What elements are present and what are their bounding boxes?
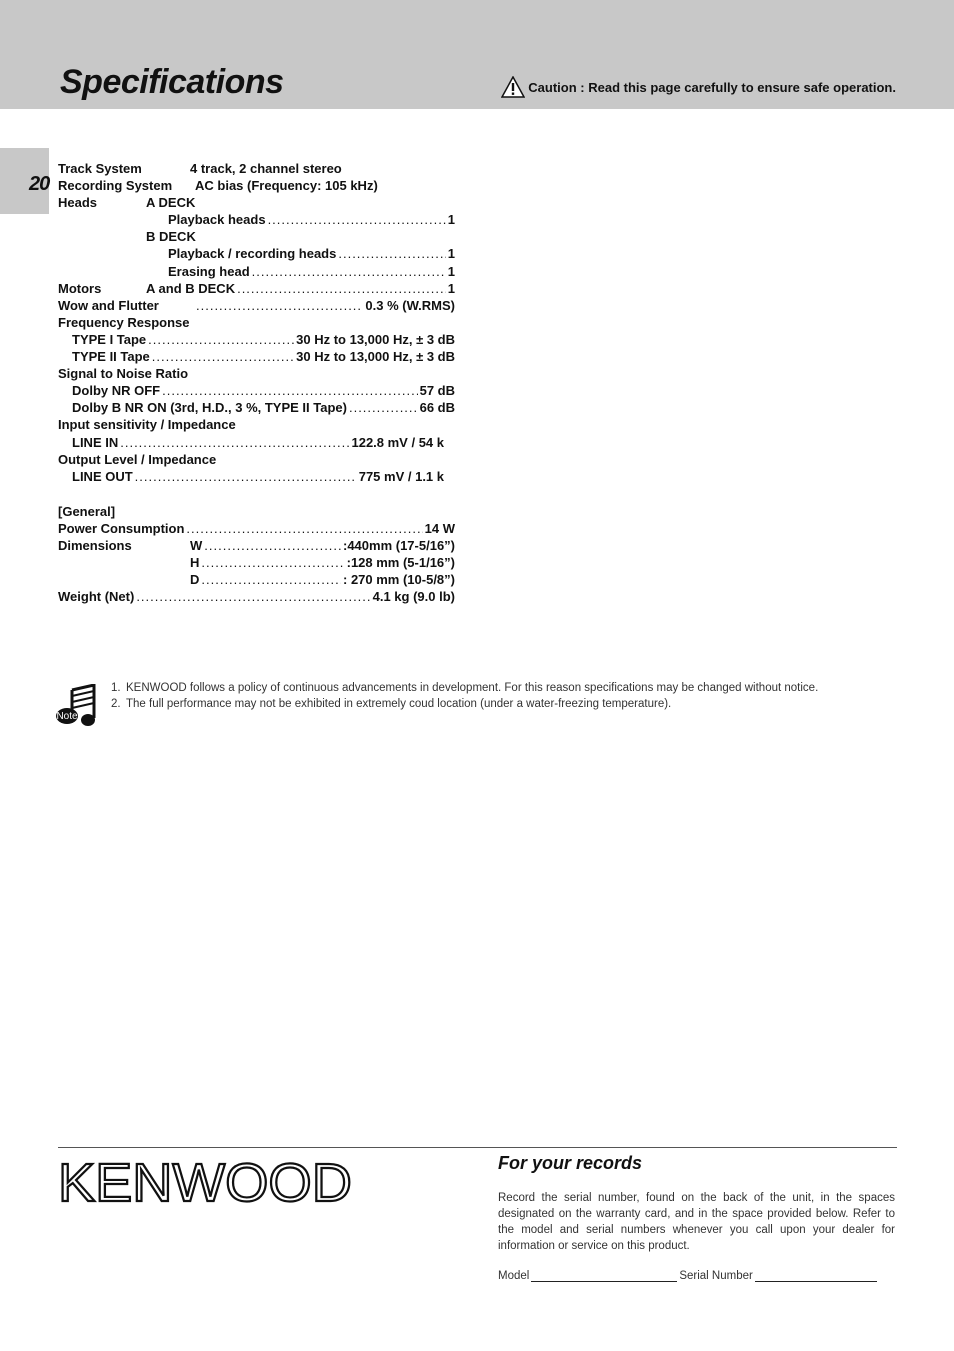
spec-line-in: LINE IN ..... 122.8 mV / 54 k (58, 434, 455, 451)
note-item: 2. The full performance may not be exhibited in extremely coud location (under a water-freezing temperature). (111, 698, 672, 710)
model-field[interactable] (531, 1269, 677, 1282)
spec-motors: Motors A and B DECK ..... 1 (58, 280, 455, 297)
footer-divider (58, 1147, 897, 1148)
specifications-list (58, 160, 455, 605)
spec-track-system: Track System 4 track, 2 channel stereo (58, 161, 342, 176)
spec-recording-system: Recording System AC bias (Frequency: 105 kHz) (58, 178, 378, 194)
spec-wow-flutter: Wow and Flutter ..... 0.3 % (W.RMS) (58, 297, 455, 314)
note-icon (56, 684, 98, 728)
record-fields (498, 1269, 895, 1282)
kenwood-logo (58, 1155, 354, 1207)
spec-snr: Signal to Noise Ratio (58, 366, 189, 382)
caution-text: Caution : Read this page carefully to ensure safe operation. (528, 79, 896, 95)
page-number: 20 (29, 173, 50, 195)
spec-dolby-on: Dolby B NR ON (3rd, H.D., 3 %, TYPE II Tape) ..... 66 dB (58, 399, 455, 416)
spec-type1-tape: TYPE I Tape ..... 30 Hz to 13,000 Hz, ± 3 dB (58, 331, 455, 348)
spec-dolby-off: Dolby NR OFF ..... 57 dB (58, 382, 455, 399)
spec-power: Power Consumption ..... 14 W (58, 520, 455, 537)
note-item: 1. KENWOOD follows a policy of continuous advancements in development. For this reason specifications may be changed without notice. (111, 682, 819, 694)
spec-b-deck: B DECK (146, 229, 196, 245)
spec-b-playback-heads: Playback / recording heads ..... 1 (58, 245, 455, 262)
model-label: Model (498, 1270, 530, 1282)
note-list (111, 680, 951, 712)
spec-heads: Heads A DECK (58, 195, 196, 211)
caution-notice (501, 76, 896, 98)
page-title: Specifications (60, 63, 284, 101)
spec-weight: Weight (Net) ..... 4.1 kg (9.0 lb) (58, 588, 455, 605)
spec-a-playback-heads: Playback heads ..... 1 (58, 211, 455, 228)
serial-field[interactable] (755, 1269, 877, 1282)
spec-dimensions-w: Dimensions W ..... :440mm (17-5/16”) (58, 537, 455, 554)
records-title: For your records (498, 1153, 643, 1173)
warning-icon (501, 76, 525, 98)
logo-text: KENWOOD (58, 1155, 352, 1207)
spec-type2-tape: TYPE II Tape ..... 30 Hz to 13,000 Hz, ± 3 dB (58, 348, 455, 365)
spec-general: [General] (58, 503, 116, 519)
spec-frequency-response: Frequency Response (58, 314, 190, 330)
spec-output: Output Level / Impedance (58, 451, 217, 467)
serial-label: Serial Number (679, 1270, 753, 1282)
note-icon-label: Note (56, 711, 78, 722)
spec-line-out: LINE OUT ..... 775 mV / 1.1 k (58, 468, 455, 485)
spec-input: Input sensitivity / Impedance (58, 417, 236, 433)
records-text: Record the serial number, found on the back of the unit, in the spaces designated on the warranty card, and in the space provided below. Refer to the model and serial numbers whenever you call upon your dealer for information or service on this product. (498, 1192, 895, 1252)
spec-dimensions-h: H ..... :128 mm (5-1/16”) (58, 554, 455, 571)
spec-dimensions-d: D ..... : 270 mm (10-5/8”) (58, 571, 455, 588)
spec-b-erasing-head: Erasing head ..... 1 (58, 263, 455, 280)
